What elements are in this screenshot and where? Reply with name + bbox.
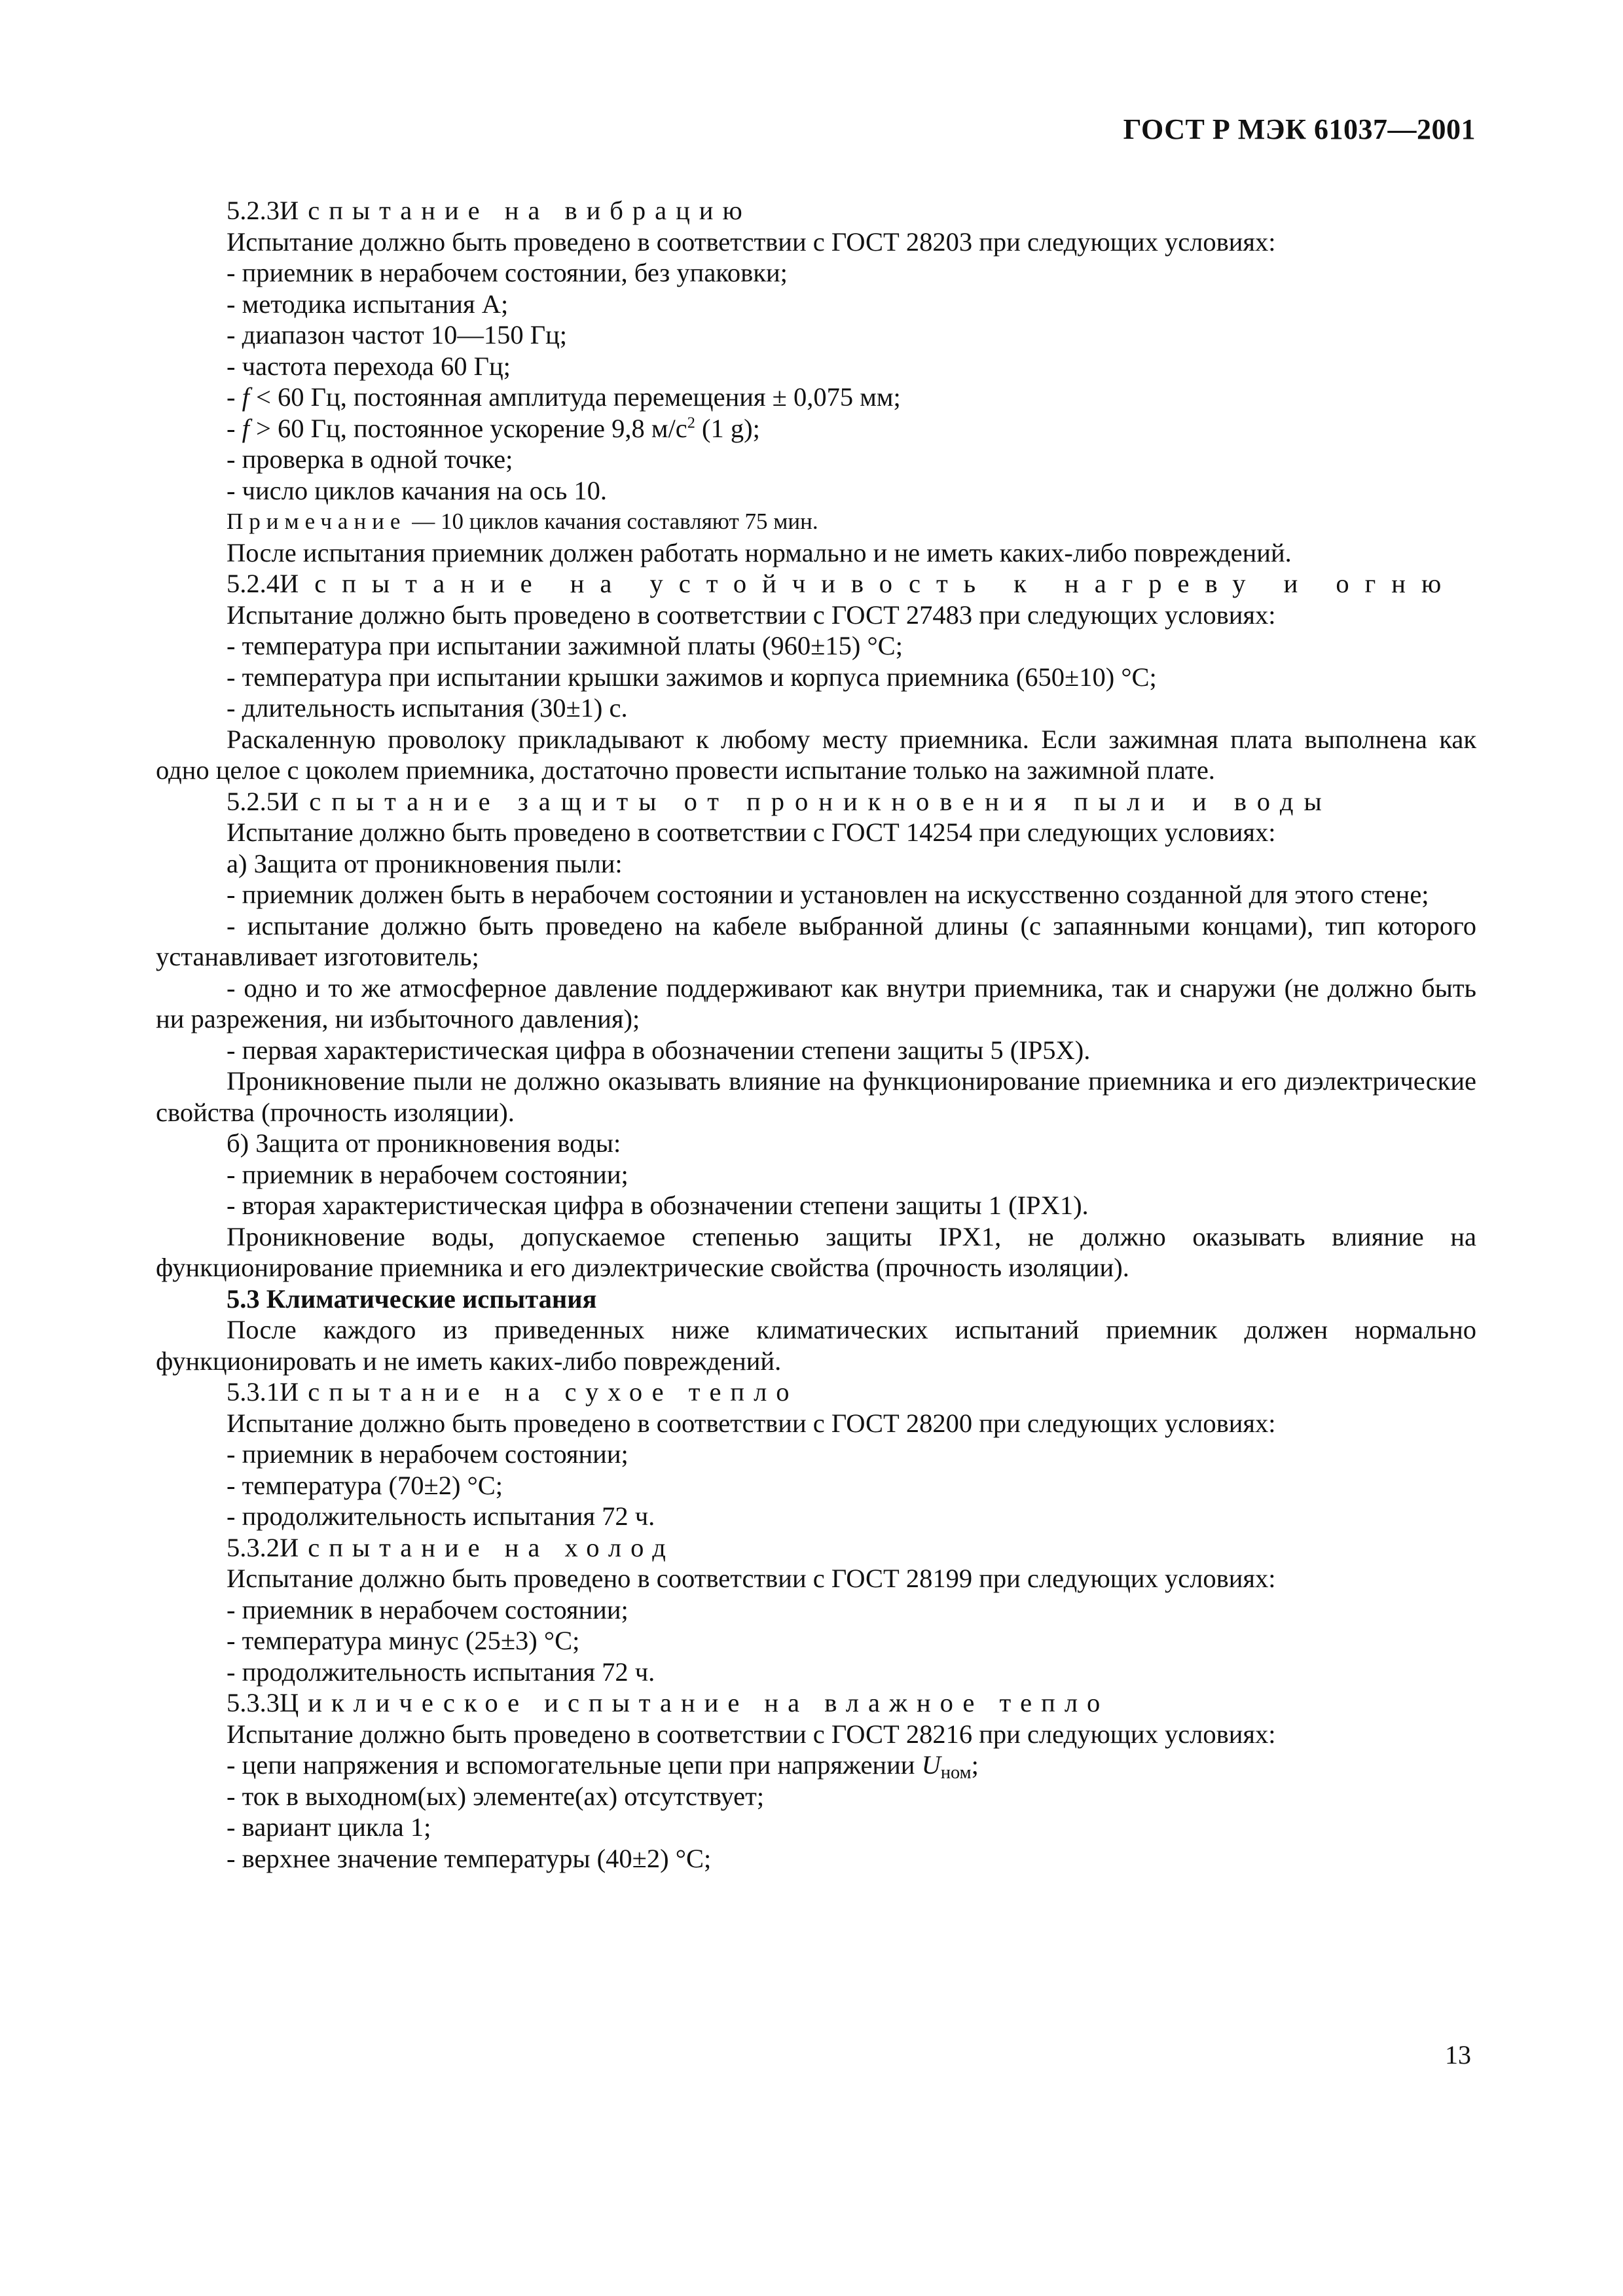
paragraph: Раскаленную проволоку прикладывают к любому месту приемника. Если зажимная плата выполнена как одно целое с цоколем приемника, достаточно провести испытание только на зажимной плате.: [156, 724, 1476, 785]
section-heading-5-2-5: [156, 786, 1476, 817]
paragraph: После испытания приемник должен работать нормально и не иметь каких-либо повреждений.: [227, 537, 1292, 567]
section-heading-5-2-4: [156, 568, 1476, 600]
section-heading-5-3-2: [156, 1532, 1476, 1564]
document-header: ГОСТ Р МЭК 61037—2001: [1123, 113, 1476, 145]
paragraph: Проникновение пыли не должно оказывать влияние на функционирование приемника и его диэлектрические свойства (прочность изоляции).: [156, 1066, 1476, 1127]
page-number: 13: [1445, 2040, 1471, 2070]
paragraph: Испытание должно быть проведено в соответствии с ГОСТ 28203 при следующих условиях:: [227, 226, 1276, 257]
list-item: - приемник в нерабочем состоянии;: [227, 1439, 629, 1469]
section-number: 5.2.5: [227, 786, 280, 816]
page-body: [156, 195, 1476, 1874]
list-item: - температура при испытании крышки зажимов и корпуса приемника (650±10) °С;: [227, 662, 1157, 692]
list-item: - температура минус (25±3) °С;: [227, 1626, 580, 1655]
dash: -: [227, 413, 242, 443]
section-number: 5.3.3: [227, 1688, 280, 1717]
subscript: ном: [940, 1763, 972, 1784]
note-text: — 10 циклов качания составляют 75 мин.: [406, 509, 818, 534]
list-item: [156, 1749, 1476, 1784]
paragraph: Испытание должно быть проведено в соответствии с ГОСТ 28199 при следующих условиях:: [227, 1564, 1276, 1593]
superscript: 2: [687, 413, 695, 431]
list-item: - вторая характеристическая цифра в обозначении степени защиты 1 (IPX1).: [227, 1191, 1089, 1220]
frequency-symbol: f: [242, 382, 249, 412]
list-item: - приемник должен быть в нерабочем состоянии и установлен на искусственно созданной для этого стене;: [227, 880, 1429, 909]
section-heading-5-3-3: [156, 1687, 1476, 1719]
list-item: - одно и то же атмосферное давление поддерживают как внутри приемника, так и снаружи (не должно быть ни разрежения, ни избыточного давления);: [156, 973, 1476, 1033]
list-item: - число циклов качания на ось 10.: [227, 475, 608, 505]
list-item-text: < 60 Гц, постоянная амплитуда перемещения ± 0,075 мм;: [249, 382, 901, 412]
paragraph: Испытание должно быть проведено в соответствии с ГОСТ 28200 при следующих условиях:: [227, 1408, 1276, 1438]
section-title: Испытание на холод: [280, 1532, 675, 1562]
frequency-symbol: f: [242, 413, 249, 443]
punctuation: ;: [971, 1750, 979, 1780]
list-item: - приемник в нерабочем состоянии, без упаковки;: [227, 258, 788, 287]
section-number: 5.3.2: [227, 1532, 280, 1562]
list-item: [156, 413, 1476, 444]
list-item: - диапазон частот 10—150 Гц;: [227, 320, 568, 350]
list-item: - испытание должно быть проведено на кабеле выбранной длины (с запаянными концами), тип которого устанавливает изготовитель;: [156, 910, 1476, 971]
section-heading-5-3: 5.3 Климатические испытания: [227, 1283, 597, 1314]
paragraph: Испытание должно быть проведено в соответствии с ГОСТ 14254 при следующих условиях:: [227, 817, 1276, 847]
list-item: [156, 382, 1476, 413]
list-item: - продолжительность испытания 72 ч.: [227, 1657, 655, 1687]
list-item-text: - цепи напряжения и вспомогательные цепи при напряжении: [227, 1750, 922, 1780]
list-item: - первая характеристическая цифра в обозначении степени защиты 5 (IP5X).: [227, 1035, 1091, 1065]
dash: -: [227, 382, 242, 412]
section-heading-5-3-1: [156, 1376, 1476, 1408]
note: [156, 506, 1476, 537]
list-item-text: > 60 Гц, постоянное ускорение 9,8 м/с: [249, 413, 687, 443]
section-heading-5-2-3: [156, 195, 1476, 226]
section-title: Испытание на устойчивость к нагреву и огню: [280, 569, 1457, 598]
list-item: - температура (70±2) °С;: [227, 1470, 503, 1500]
list-item: - вариант цикла 1;: [227, 1812, 431, 1842]
note-label: Примечание: [227, 509, 407, 534]
list-item: - проверка в одной точке;: [227, 444, 513, 474]
list-item: - приемник в нерабочем состоянии;: [227, 1594, 629, 1624]
paragraph: Испытание должно быть проведено в соответствии с ГОСТ 28216 при следующих условиях:: [227, 1719, 1276, 1749]
section-title: Циклическое испытание на влажное тепло: [280, 1688, 1110, 1717]
subsection-heading: б) Защита от проникновения воды:: [227, 1128, 621, 1158]
list-item: - частота перехода 60 Гц;: [227, 351, 511, 381]
section-number: 5.3.1: [227, 1377, 280, 1407]
section-title: Испытание на вибрацию: [280, 196, 752, 225]
paragraph: Проникновение воды, допускаемое степенью защиты IPX1, не должно оказывать влияние на функционирование приемника и его диэлектрические свойства (прочность изоляции).: [156, 1221, 1476, 1282]
section-title: Испытание на сухое тепло: [280, 1377, 799, 1407]
list-item: - длительность испытания (30±1) с.: [227, 693, 628, 723]
list-item: - верхнее значение температуры (40±2) °С;: [227, 1843, 712, 1873]
section-title: Испытание защиты от проникновения пыли и воды: [280, 786, 1332, 816]
list-item: - приемник в нерабочем состоянии;: [227, 1159, 629, 1189]
list-item: - температура при испытании зажимной платы (960±15) °С;: [227, 631, 903, 660]
paragraph: После каждого из приведенных ниже климатических испытаний приемник должен нормально функционировать и не иметь каких-либо повреждений.: [156, 1315, 1476, 1376]
section-number: 5.2.4: [227, 569, 280, 598]
voltage-symbol: U: [921, 1750, 941, 1780]
paragraph: Испытание должно быть проведено в соответствии с ГОСТ 27483 при следующих условиях:: [227, 600, 1276, 630]
section-number: 5.2.3: [227, 196, 280, 225]
list-item: - ток в выходном(ых) элементе(ах) отсутствует;: [227, 1781, 765, 1811]
subsection-heading: а) Защита от проникновения пыли:: [227, 848, 623, 878]
list-item: - продолжительность испытания 72 ч.: [227, 1501, 655, 1531]
list-item: - методика испытания А;: [227, 289, 509, 319]
list-item-text: (1 g);: [695, 413, 760, 443]
